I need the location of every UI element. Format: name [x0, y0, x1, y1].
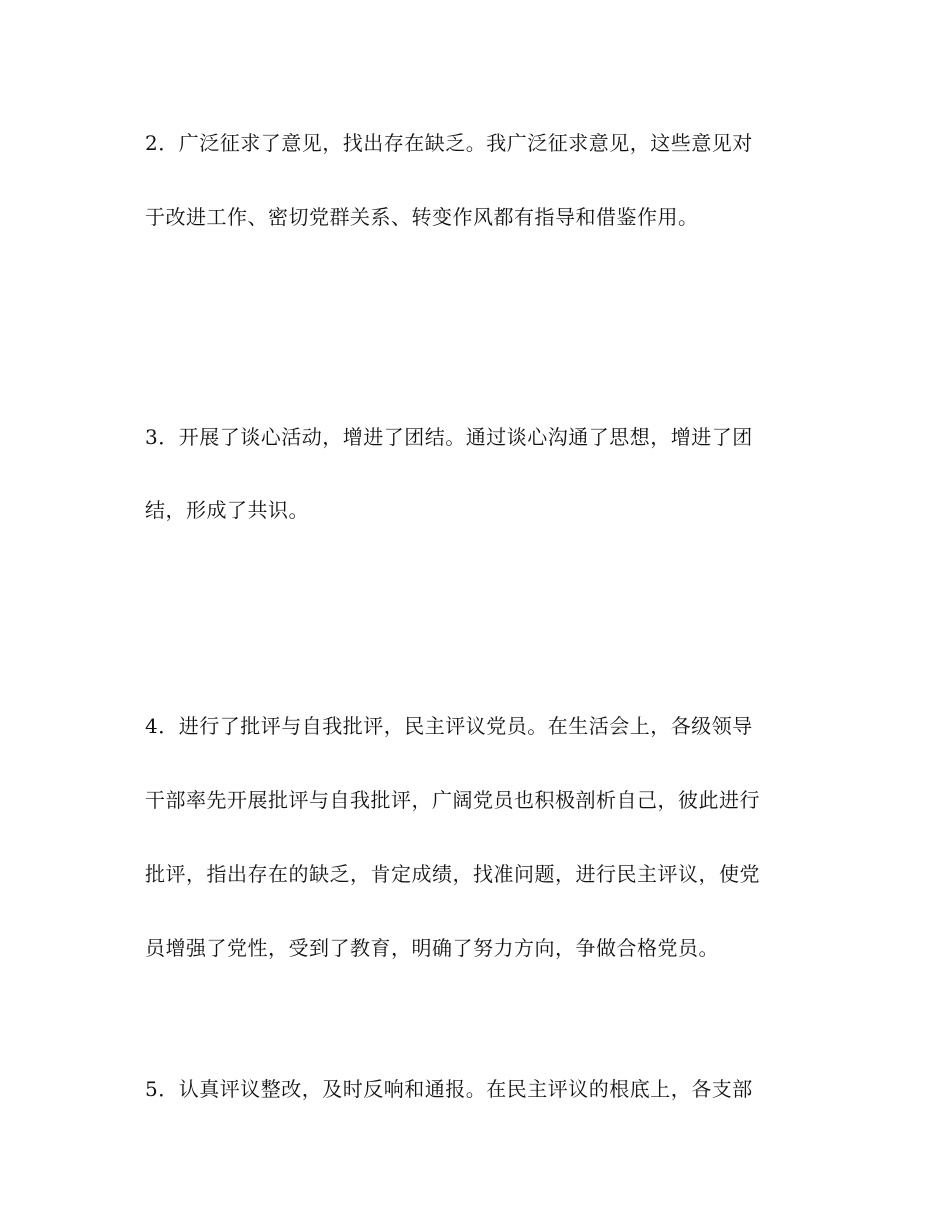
paragraph-line: 结，形成了共识。 — [145, 498, 309, 522]
paragraph-line: 4．进行了批评与自我批评，民主评议党员。在生活会上，各级领导 — [145, 714, 753, 738]
paragraph-line: 干部率先开展批评与自我批评，广阔党员也积极剖析自己，彼此进行 — [145, 788, 760, 812]
paragraph-line: 于改进工作、密切党群关系、转变作风都有指导和借鉴作用。 — [145, 205, 699, 229]
paragraph-line: 2．广泛征求了意见，找出存在缺乏。我广泛征求意见，这些意见对 — [145, 131, 753, 155]
paragraph-line: 5．认真评议整改，及时反响和通报。在民主评议的根底上，各支部 — [145, 1077, 753, 1101]
paragraph-line: 员增强了党性，受到了教育，明确了努力方向，争做合格党员。 — [145, 936, 719, 960]
paragraph-line: 3．开展了谈心活动，增进了团结。通过谈心沟通了思想，增进了团 — [145, 425, 753, 449]
paragraph-line: 批评，指出存在的缺乏，肯定成绩，找准问题，进行民主评议，使党 — [145, 862, 760, 886]
